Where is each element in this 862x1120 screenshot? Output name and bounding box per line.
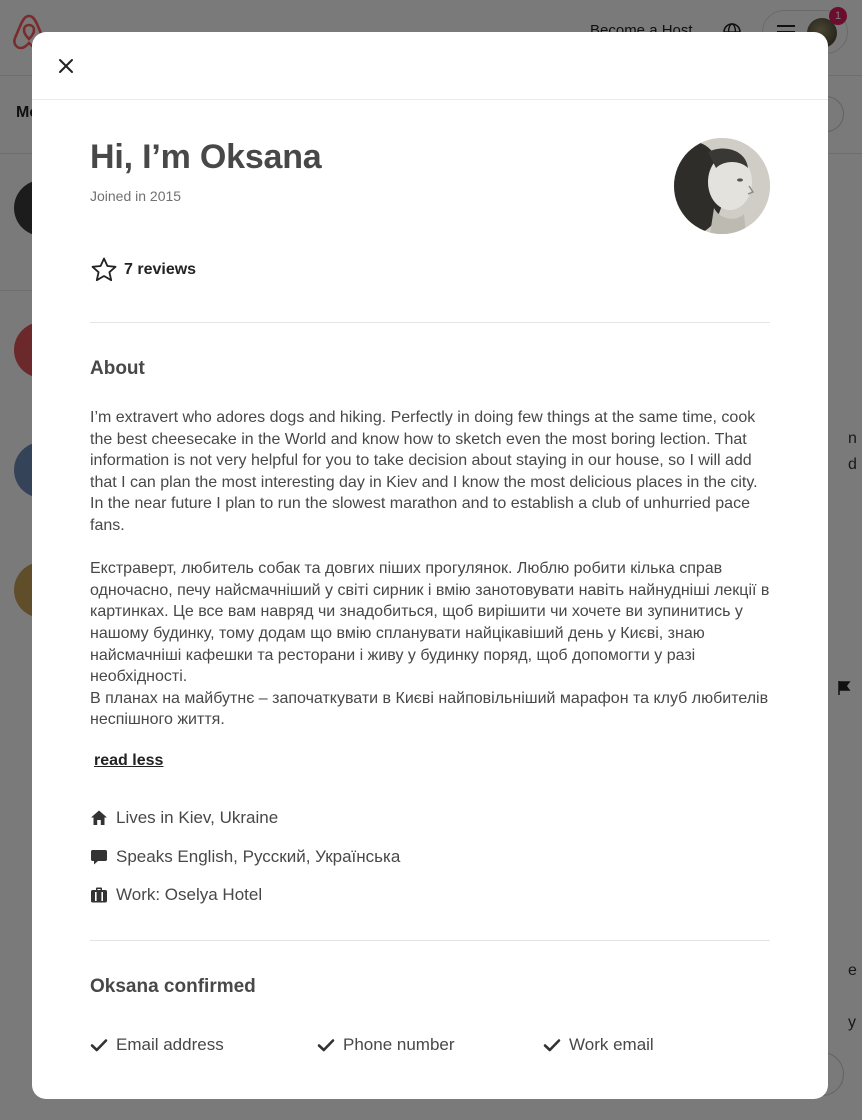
work-text: Work: Oselya Hotel (116, 885, 263, 904)
reviews-count: 7 reviews (124, 261, 197, 278)
host-profile-modal (32, 32, 828, 1099)
about-heading: About (90, 358, 145, 379)
reviews-link[interactable] (90, 255, 196, 285)
confirmed-list (90, 1033, 770, 1057)
speaks-row (90, 845, 400, 869)
confirmed-label: Email address (116, 1035, 224, 1054)
about-paragraph: I’m extravert who adores dogs and hiking. Perfectly in doing few things at the same time, cook the best cheesecake in the World and know how to sketch even the most boring lection. That information is not very helpful for you to take decision about staying in our house, so I will add that I can plan the most interesting day in Kiev and I know the most delicious places in the city. (90, 409, 758, 491)
about-text (90, 407, 770, 731)
speech-bubble-icon (90, 848, 108, 866)
host-avatar (674, 138, 770, 234)
confirmed-heading: Oksana confirmed (90, 976, 256, 997)
confirmed-label: Work email (569, 1035, 654, 1054)
close-button[interactable] (50, 50, 82, 82)
check-icon (543, 1036, 561, 1054)
divider (90, 940, 770, 941)
work-row (90, 883, 262, 907)
speaks-text: Speaks English, Русский, Українська (116, 847, 401, 866)
check-icon (317, 1036, 335, 1054)
lives-in-row (90, 806, 278, 830)
confirmed-item-work-email (543, 1033, 654, 1057)
home-icon (90, 809, 108, 827)
about-paragraph: В планах на майбутнє – започаткувати в Києві найповільніший марафон та клуб любителів неспішного життя. (90, 689, 769, 729)
read-less-link[interactable]: read less (94, 752, 164, 769)
confirmed-item-phone (317, 1033, 455, 1057)
divider (90, 322, 770, 323)
modal-header (32, 32, 828, 100)
confirmed-label: Phone number (343, 1035, 455, 1054)
joined-date: Joined in 2015 (90, 188, 182, 204)
briefcase-icon (90, 886, 108, 904)
confirmed-item-email (90, 1033, 224, 1057)
close-icon (58, 58, 74, 74)
check-icon (90, 1036, 108, 1054)
page-title: Hi, I’m Oksana (90, 138, 322, 176)
star-icon (90, 256, 118, 284)
about-paragraph: In the near future I plan to run the slowest marathon and to establish a club of unhurried pace fans. (90, 495, 750, 534)
lives-in-text: Lives in Kiev, Ukraine (116, 808, 279, 827)
about-paragraph: Екстраверт, любитель собак та довгих піших прогулянок. Люблю робити кілька справ одночасно, печу найсмачніший у світі сирник і вмію занотовувати навіть найнудніші лекції в картинках. Це все вам навряд чи знадобиться, щоб вирішити чи хочете ви зупинитись у нашому будинку, тому додам що вмію спланувати найцікавіший день у Києві, знаю найсмачніші кафешки та ресторани і живу у будинку поряд, щоб допомогти у разі необхідності. (90, 560, 770, 686)
